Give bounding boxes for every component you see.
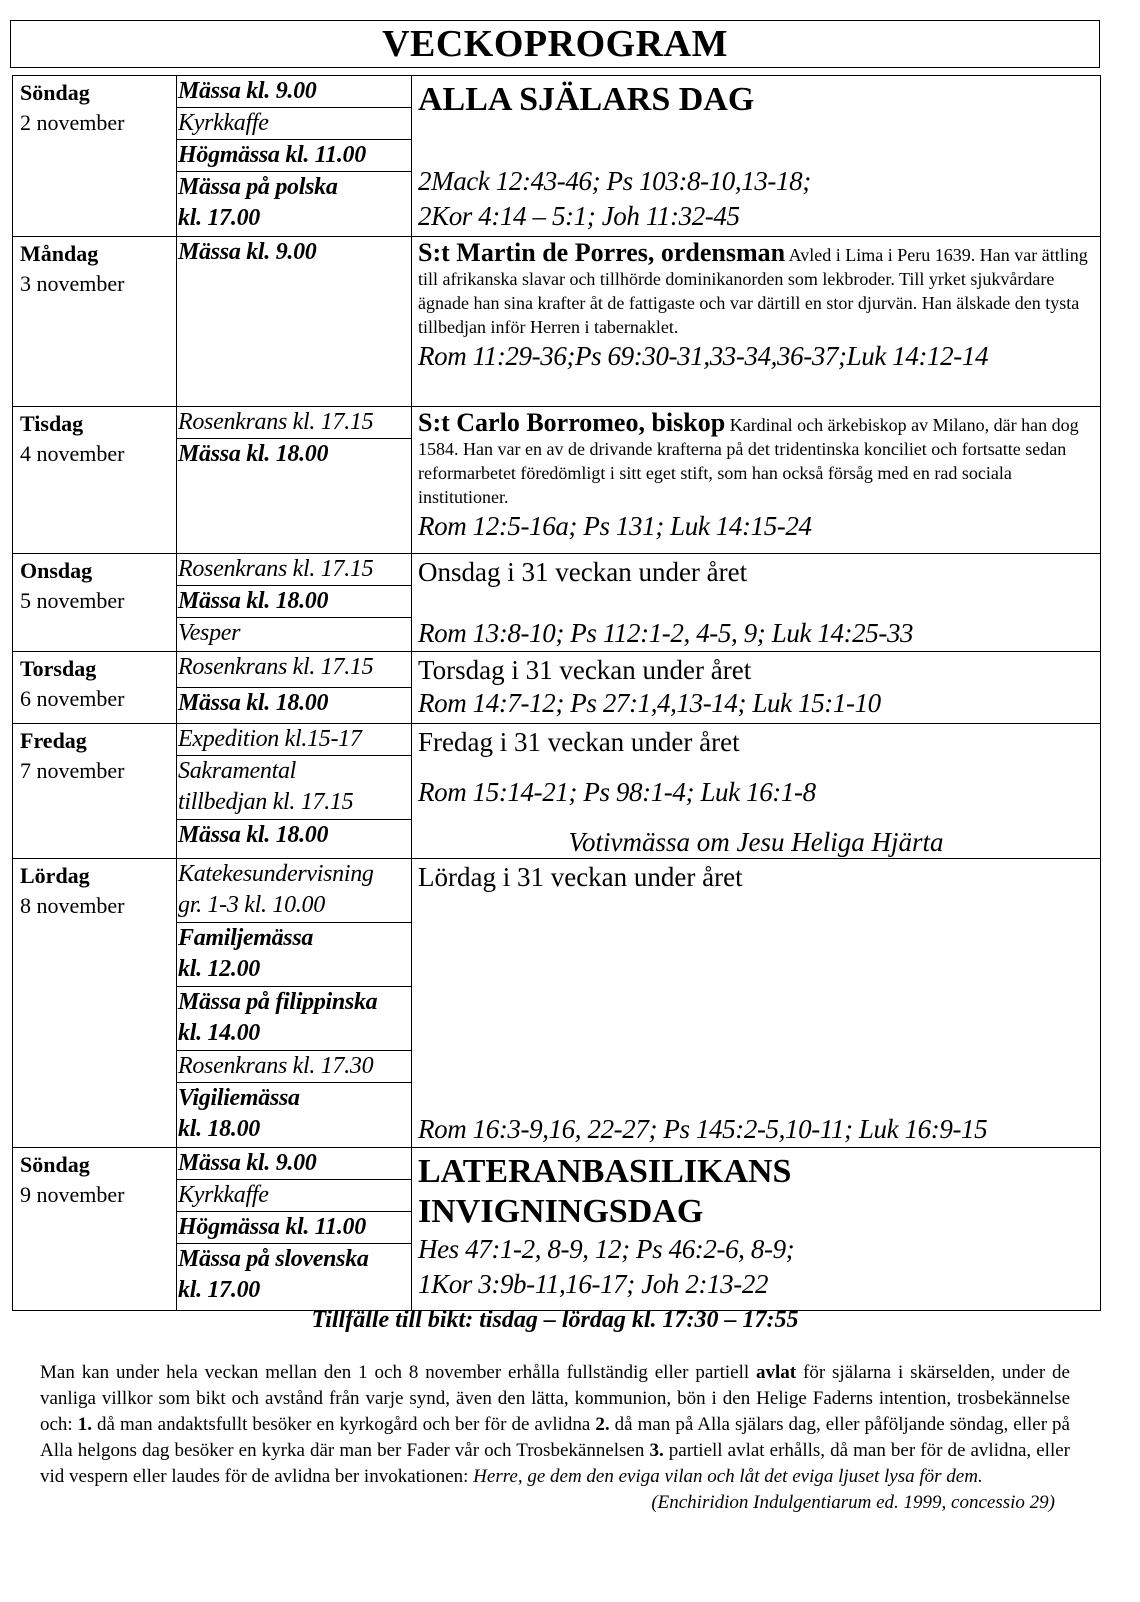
services-cell [177, 76, 412, 237]
service-item: Rosenkrans kl. 17.15 [177, 554, 411, 586]
reading-line: 2Kor 4:14 – 5:1; Joh 11:32-45 [418, 201, 740, 231]
reading-line: Rom 14:7-12; Ps 27:1,4,13-14; Luk 15:1-10 [418, 688, 881, 718]
note-text: för själarna i skärselden, under de vanliga villkor som bikt och avstånd från varje synd, även den lätta, kommunion, bön i den Helige Faderns intention, trosbekännelse och: [40, 1362, 1070, 1435]
services-cell [177, 407, 412, 554]
note-text: Man kan under hela veckan mellan den 1 och 8 november erhålla fullständig eller partiell [40, 1362, 757, 1383]
readings [418, 686, 1094, 721]
feast-title-line: ALLA SJÄLARS DAG [418, 81, 755, 118]
feast-title-line: INVIGNINGSDAG [418, 1193, 704, 1230]
liturgy-content [418, 724, 1094, 858]
day-cell [13, 76, 177, 237]
saint-text: Kardinal och ärkebiskop av Milano, där han dog 1584. Han var en av de drivande krafterna på det tridentinska konciliet och fortsatte sedan reformarbetet föredömligt i sitt eget stift, som han också försåg med en rad sociala institutioner. [418, 415, 1079, 507]
invocation: Herre, ge dem den eviga vilan och låt det eviga ljuset lysa för dem. [473, 1466, 983, 1487]
day-cell [13, 724, 177, 859]
day-row [13, 724, 1101, 859]
day-heading: Onsdag i 31 veckan under året [418, 557, 748, 587]
services-cell [177, 237, 412, 407]
day-cell [13, 859, 177, 1148]
readings [418, 1232, 1094, 1302]
service-item: Familjemässa kl. 12.00 [177, 923, 411, 987]
day-cell [13, 1148, 177, 1311]
feast-title [418, 80, 1094, 120]
liturgy-content [418, 237, 1094, 406]
service-item: Mässa kl. 18.00 [178, 822, 329, 848]
note-text: då man på Alla själars dag, eller påföljande söndag, eller på Alla helgons dag besöker en kyrka där man ber Fader vår och Trosbekännelsen [40, 1414, 1070, 1461]
day-date: 7 november [20, 758, 125, 783]
service-item: Mässa kl. 18.00 [178, 441, 329, 467]
liturgy-content [418, 554, 1094, 651]
note-number: 1. [77, 1414, 92, 1435]
liturgy-cell [412, 652, 1101, 724]
service-item: Mässa kl. 18.00 [177, 586, 411, 618]
reading-line: Rom 16:3-9,16, 22-27; Ps 145:2-5,10-11; Luk 16:9-15 [418, 1114, 988, 1144]
day-date: 5 november [20, 588, 125, 613]
day-name: Söndag [20, 1152, 90, 1177]
day-heading: Lördag i 31 veckan under året [418, 862, 743, 892]
readings [418, 164, 1094, 234]
day-name: Måndag [20, 241, 99, 266]
service-item: Mässa på slovenska kl. 17.00 [178, 1246, 369, 1303]
day-row [13, 1148, 1101, 1311]
service-item: Mässa på polska kl. 17.00 [178, 174, 338, 231]
note-number: 2. [595, 1414, 610, 1435]
service-item: Mässa på filippinska kl. 14.00 [177, 987, 411, 1051]
saint-name: S:t Martin de Porres, ordensman [418, 238, 786, 267]
service-item: Expedition kl.15-17 [177, 724, 411, 756]
liturgy-cell [412, 237, 1101, 407]
liturgy-cell [412, 1148, 1101, 1311]
readings [418, 1112, 1094, 1147]
liturgy-content [418, 76, 1094, 236]
service-item: Rosenkrans kl. 17.15 [177, 407, 411, 439]
liturgy-cell [412, 407, 1101, 554]
note-number: 3. [649, 1440, 664, 1461]
day-cell [13, 407, 177, 554]
day-name: Torsdag [20, 656, 97, 681]
liturgy-content [418, 407, 1094, 553]
day-date: 8 november [20, 893, 125, 918]
service-item: Sakramental tillbedjan kl. 17.15 [177, 756, 411, 820]
service-item: Mässa kl. 9.00 [178, 239, 317, 265]
day-row [13, 859, 1101, 1148]
liturgy-cell [412, 859, 1101, 1148]
service-item: Mässa kl. 18.00 [178, 690, 329, 716]
reading-line: 2Mack 12:43-46; Ps 103:8-10,13-18; [418, 166, 811, 196]
service-item: Rosenkrans kl. 17.15 [177, 652, 411, 688]
day-name: Tisdag [20, 411, 84, 436]
service-item: Högmässa kl. 11.00 [177, 1212, 411, 1244]
note-bold: avlat [756, 1362, 797, 1383]
service-item: Mässa kl. 9.00 [177, 1148, 411, 1180]
week-schedule-table [12, 75, 1101, 1311]
readings [418, 509, 1094, 544]
day-row [13, 652, 1101, 724]
indulgence-note [40, 1360, 1070, 1516]
day-name: Söndag [20, 80, 90, 105]
day-date: 2 november [20, 110, 125, 135]
services-cell [177, 652, 412, 724]
services-cell [177, 724, 412, 859]
liturgy-content [418, 859, 1094, 1147]
reading-line: Rom 15:14-21; Ps 98:1-4; Luk 16:1-8 [418, 776, 816, 807]
liturgy-content [418, 1148, 1094, 1310]
saint-description [418, 238, 1094, 339]
service-item: Rosenkrans kl. 17.30 [177, 1051, 411, 1083]
readings [418, 616, 1094, 651]
liturgy-cell [412, 554, 1101, 652]
service-item: Vesper [178, 620, 241, 646]
service-item: Kyrkkaffe [177, 108, 411, 140]
saint-text: Avled i Lima i Peru 1639. Han var ättling till afrikanska slavar och tillhörde dominikanorden som lekbroder. Till yrket sjukvårdare ägnade han sina krafter åt de fattigaste och var därtill en stor djurvän. Han älskade den tysta tillbedjan inför Herren i tabernaklet. [418, 245, 1088, 337]
saint-description [418, 408, 1094, 509]
service-item: Högmässa kl. 11.00 [177, 140, 411, 172]
services-cell [177, 859, 412, 1148]
day-date: 6 november [20, 686, 125, 711]
service-item: Kyrkkaffe [177, 1180, 411, 1212]
day-name: Fredag [20, 728, 87, 753]
feast-title-line: LATERANBASILIKANS [418, 1153, 792, 1190]
day-row [13, 76, 1101, 237]
confession-times: Tillfälle till bikt: tisdag – lördag kl. 17:30 – 17:55 [311, 1307, 799, 1333]
day-row [13, 407, 1101, 554]
day-heading: Fredag i 31 veckan under året [418, 727, 740, 757]
reading-line: Rom 12:5-16a; Ps 131; Luk 14:15-24 [418, 511, 812, 541]
service-item: Vigiliemässa kl. 18.00 [178, 1085, 300, 1142]
note-source: (Enchiridion Indulgentiarum ed. 1999, concessio 29) [651, 1492, 1055, 1513]
day-name: Onsdag [20, 558, 93, 583]
day-cell [13, 237, 177, 407]
day-row [13, 237, 1101, 407]
day-date: 3 november [20, 271, 125, 296]
page-title: VECKOPROGRAM [10, 20, 1100, 68]
day-date: 4 november [20, 441, 125, 466]
services-cell [177, 1148, 412, 1311]
saint-name: S:t Carlo Borromeo, biskop [418, 408, 726, 437]
note-text: partiell avlat erhålls, då man ber för de avlidna, eller vid vespern eller laudes för de avlidna ber invokationen: [40, 1440, 1070, 1487]
readings [418, 339, 1094, 374]
reading-line: Rom 13:8-10; Ps 112:1-2, 4-5, 9; Luk 14:25-33 [418, 618, 914, 648]
note-text: då man andaktsfullt besöker en kyrkogård och ber för de avlidna [91, 1414, 596, 1435]
day-date: 9 november [20, 1182, 125, 1207]
day-heading: Torsdag i 31 veckan under året [418, 655, 752, 685]
liturgy-content [418, 652, 1094, 723]
votive-mass: Votivmässa om Jesu Heliga Hjärta [568, 827, 944, 857]
service-item: Mässa kl. 9.00 [177, 76, 411, 108]
liturgy-cell [412, 76, 1101, 237]
day-name: Lördag [20, 863, 90, 888]
liturgy-cell [412, 724, 1101, 859]
service-item: Katekesundervisning gr. 1-3 kl. 10.00 [177, 859, 411, 923]
reading-line: Hes 47:1-2, 8-9, 12; Ps 46:2-6, 8-9; [418, 1234, 795, 1264]
day-cell [13, 554, 177, 652]
readings [418, 775, 1094, 810]
services-cell [177, 554, 412, 652]
day-row [13, 554, 1101, 652]
reading-line: 1Kor 3:9b-11,16-17; Joh 2:13-22 [418, 1269, 769, 1299]
day-cell [13, 652, 177, 724]
reading-line: Rom 11:29-36;Ps 69:30-31,33-34,36-37;Luk 14:12-14 [418, 341, 989, 371]
feast-title [418, 1152, 1094, 1232]
